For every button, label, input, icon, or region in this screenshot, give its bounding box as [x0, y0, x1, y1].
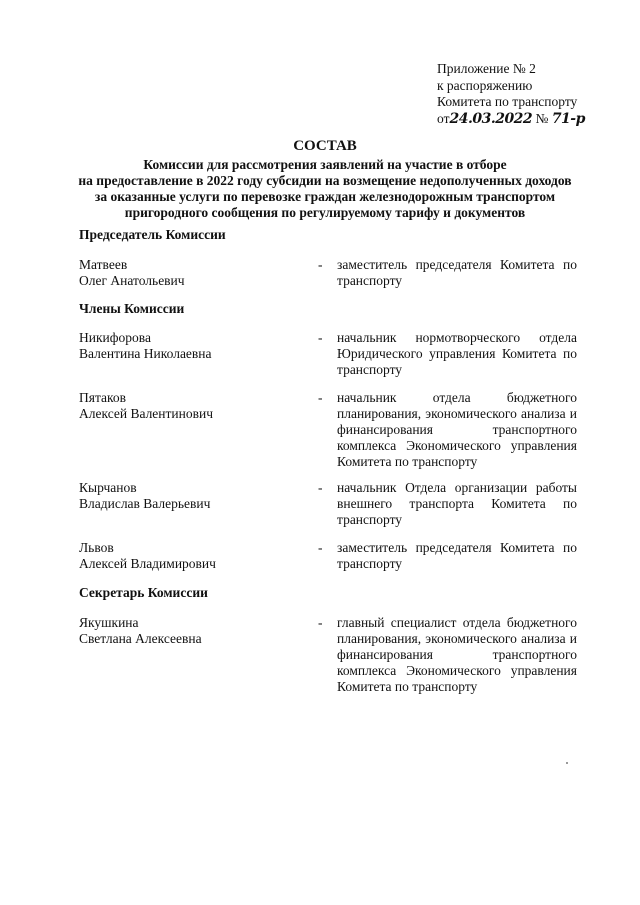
member-surname: Никифорова	[79, 330, 151, 345]
title-line-3: за оказанные услуги по перевозке граждан железнодорожным транспортом	[94, 189, 556, 204]
member-given-name: Светлана Алексеевна	[79, 631, 202, 646]
handwritten-date: 24.03.2022	[449, 110, 533, 127]
appendix-to-order: к распоряжению	[437, 77, 533, 93]
member-position: заместитель председателя Комитета по транспорту	[337, 540, 577, 571]
appendix-date-line	[437, 111, 607, 128]
member-surname: Матвеев	[79, 257, 128, 272]
secretary-heading: Секретарь Комиссии	[79, 585, 208, 600]
member-given-name: Алексей Валентинович	[79, 406, 214, 421]
title-line-4: пригородного сообщения по регулируемому тарифу и документов	[124, 205, 526, 220]
chairman-heading: Председатель Комиссии	[79, 227, 226, 242]
members-heading: Члены Комиссии	[79, 301, 185, 316]
member-position: начальник Отдела организации работы внешнего транспорта Комитета по транспорту	[337, 480, 577, 527]
appendix-block	[437, 61, 607, 127]
member-surname: Львов	[79, 540, 114, 555]
title-line-2: на предоставление в 2022 году субсидии на возмещение недополученных доходов	[78, 173, 572, 188]
member-name	[79, 480, 299, 512]
member-name	[79, 330, 299, 362]
appendix-number: Приложение № 2	[437, 61, 536, 76]
member-surname: Кырчанов	[79, 480, 137, 495]
dash: -	[318, 615, 323, 630]
member-position: заместитель председателя Комитета по транспорту	[337, 257, 577, 288]
dash: -	[318, 257, 323, 272]
dash: -	[318, 330, 323, 345]
title-line-1: Комиссии для рассмотрения заявлений на участие в отборе	[143, 157, 507, 172]
member-given-name: Владислав Валерьевич	[79, 496, 211, 511]
scan-speck	[566, 762, 568, 764]
member-surname: Якушкина	[79, 615, 139, 630]
dash: -	[318, 480, 323, 495]
member-name	[79, 540, 299, 572]
member-position: начальник отдела бюджетного планирования, экономического анализа и финансирования транспортного комплекса Экономического управления Комитета по транспорту	[337, 390, 577, 469]
member-name	[79, 257, 299, 289]
member-given-name: Алексей Владимирович	[79, 556, 216, 571]
document-title	[70, 137, 580, 221]
number-prefix: №	[535, 110, 549, 126]
member-name	[79, 390, 299, 422]
member-given-name: Олег Анатольевич	[79, 273, 185, 288]
handwritten-number: 71-р	[551, 110, 585, 127]
member-position: начальник нормотворческого отдела Юридического управления Комитета по транспорту	[337, 330, 577, 377]
title-main: СОСТАВ	[293, 138, 357, 154]
member-given-name: Валентина Николаевна	[79, 346, 212, 361]
date-prefix: от	[437, 110, 450, 126]
member-position: главный специалист отдела бюджетного планирования, экономического анализа и финансирования транспортного комплекса Экономического управления Комитета по транспорту	[337, 615, 577, 694]
member-name	[79, 615, 299, 647]
appendix-committee: Комитета по транспорту	[437, 94, 578, 109]
member-surname: Пятаков	[79, 390, 127, 405]
dash: -	[318, 390, 323, 405]
dash: -	[318, 540, 323, 555]
